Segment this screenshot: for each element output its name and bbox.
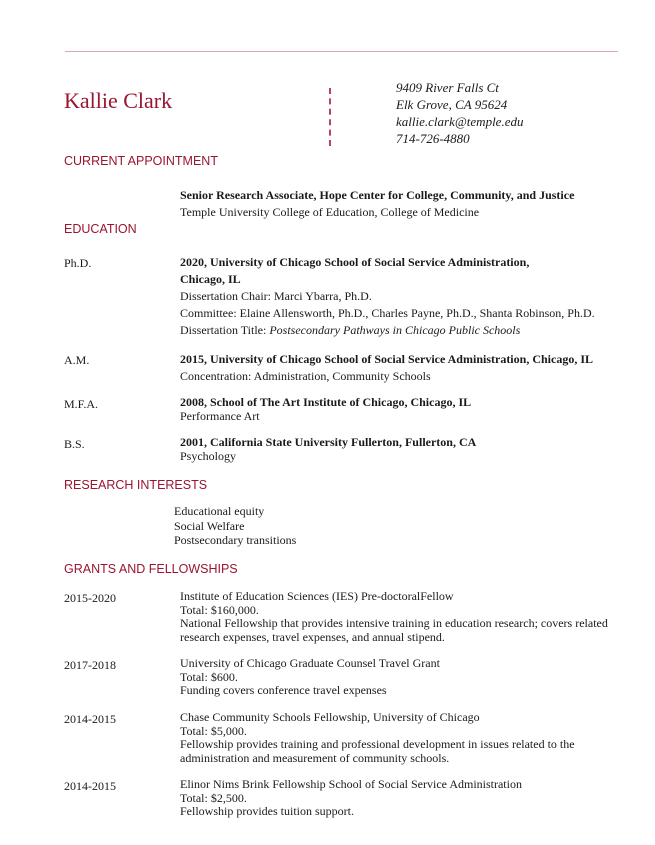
grant-name: Elinor Nims Brink Fellowship School of Social Service Administration xyxy=(180,777,522,791)
grant-years: 2014-2015 xyxy=(64,712,116,726)
grant-description: Fellowship provides training and professional development in issues related to the xyxy=(180,737,575,751)
grant-description: administration and measurement of community schools. xyxy=(180,750,450,765)
grant-description: Funding covers conference travel expenses xyxy=(180,683,387,697)
grant-name: Chase Community Schools Fellowship, University of Chicago xyxy=(180,710,480,724)
grant-years: 2017-2018 xyxy=(64,658,116,672)
grant-entry xyxy=(180,657,440,698)
grant-total: Total: $2,500. xyxy=(180,790,247,805)
email-address: kallie.clark@temple.edu xyxy=(396,114,524,129)
grant-total: Total: $600. xyxy=(180,669,238,684)
address-line-1: 9409 River Falls Ct xyxy=(396,80,499,95)
am-institution: 2015, University of Chicago School of Social Service Administration, Chicago, IL xyxy=(180,352,593,366)
grant-entry xyxy=(180,711,575,765)
research-interest-item: Educational equity xyxy=(174,504,265,518)
grant-name: Institute of Education Sciences (IES) Pre-doctoralFellow xyxy=(180,589,454,603)
header-rule xyxy=(65,51,618,52)
phone-number: 714-726-4880 xyxy=(396,131,470,146)
degree-label-bs: B.S. xyxy=(64,437,85,451)
bs-field: Psychology xyxy=(180,448,237,463)
grant-description: Fellowship provides tuition support. xyxy=(180,804,354,818)
grant-entry xyxy=(180,590,608,644)
phd-dissertation-chair: Dissertation Chair: Marci Ybarra, Ph.D. xyxy=(180,289,372,303)
appointment-title: Senior Research Associate, Hope Center for College, Community, and Justice xyxy=(180,188,575,202)
grant-total: Total: $160,000. xyxy=(180,602,259,617)
degree-entry-bs xyxy=(180,436,476,463)
grant-years: 2014-2015 xyxy=(64,779,116,793)
bs-institution: 2001, California State University Fullerton, Fullerton, CA xyxy=(180,435,477,449)
degree-label-phd: Ph.D. xyxy=(64,256,92,270)
phd-dissertation-title xyxy=(180,322,595,339)
section-heading-education: EDUCATION xyxy=(64,222,137,236)
grant-years: 2015-2020 xyxy=(64,591,116,605)
degree-entry-phd xyxy=(180,254,595,339)
appointment-organization: Temple University College of Education, College of Medicine xyxy=(180,205,480,219)
section-heading-research-interests: RESEARCH INTERESTS xyxy=(64,478,208,492)
contact-block xyxy=(396,79,523,147)
grant-description: research expenses, travel expenses, and annual stipend. xyxy=(180,629,445,644)
grant-name: University of Chicago Graduate Counsel Travel Grant xyxy=(180,656,440,670)
research-interests-list xyxy=(174,504,296,548)
header-divider xyxy=(329,88,331,146)
mfa-field: Performance Art xyxy=(180,408,260,423)
candidate-name: Kallie Clark xyxy=(64,88,173,113)
dissertation-title-text: Postsecondary Pathways in Chicago Public Schools xyxy=(269,323,521,337)
grant-description: National Fellowship that provides intensive training in education research; covers related xyxy=(180,616,608,630)
grant-entry xyxy=(180,778,522,819)
phd-committee: Committee: Elaine Allensworth, Ph.D., Charles Payne, Ph.D., Shanta Robinson, Ph.D. xyxy=(180,306,595,320)
phd-institution: 2020, University of Chicago School of Social Service Administration, xyxy=(180,255,530,269)
current-appointment xyxy=(180,187,574,221)
section-heading-grants-fellowships: GRANTS AND FELLOWSHIPS xyxy=(64,562,238,576)
am-concentration: Concentration: Administration, Community Schools xyxy=(180,369,431,383)
research-interest-item: Postsecondary transitions xyxy=(174,533,297,547)
address-line-2: Elk Grove, CA 95624 xyxy=(396,97,508,112)
dissertation-title-prefix: Dissertation Title: xyxy=(180,323,270,337)
degree-label-am: A.M. xyxy=(64,353,90,367)
mfa-institution: 2008, School of The Art Institute of Chicago, Chicago, IL xyxy=(180,395,472,409)
phd-location: Chicago, IL xyxy=(180,272,241,286)
degree-entry-mfa xyxy=(180,396,471,423)
grant-total: Total: $5,000. xyxy=(180,723,247,738)
degree-label-mfa: M.F.A. xyxy=(64,397,99,411)
research-interest-item: Social Welfare xyxy=(174,518,245,533)
degree-entry-am xyxy=(180,351,593,385)
section-heading-current-appointment: CURRENT APPOINTMENT xyxy=(64,154,218,168)
